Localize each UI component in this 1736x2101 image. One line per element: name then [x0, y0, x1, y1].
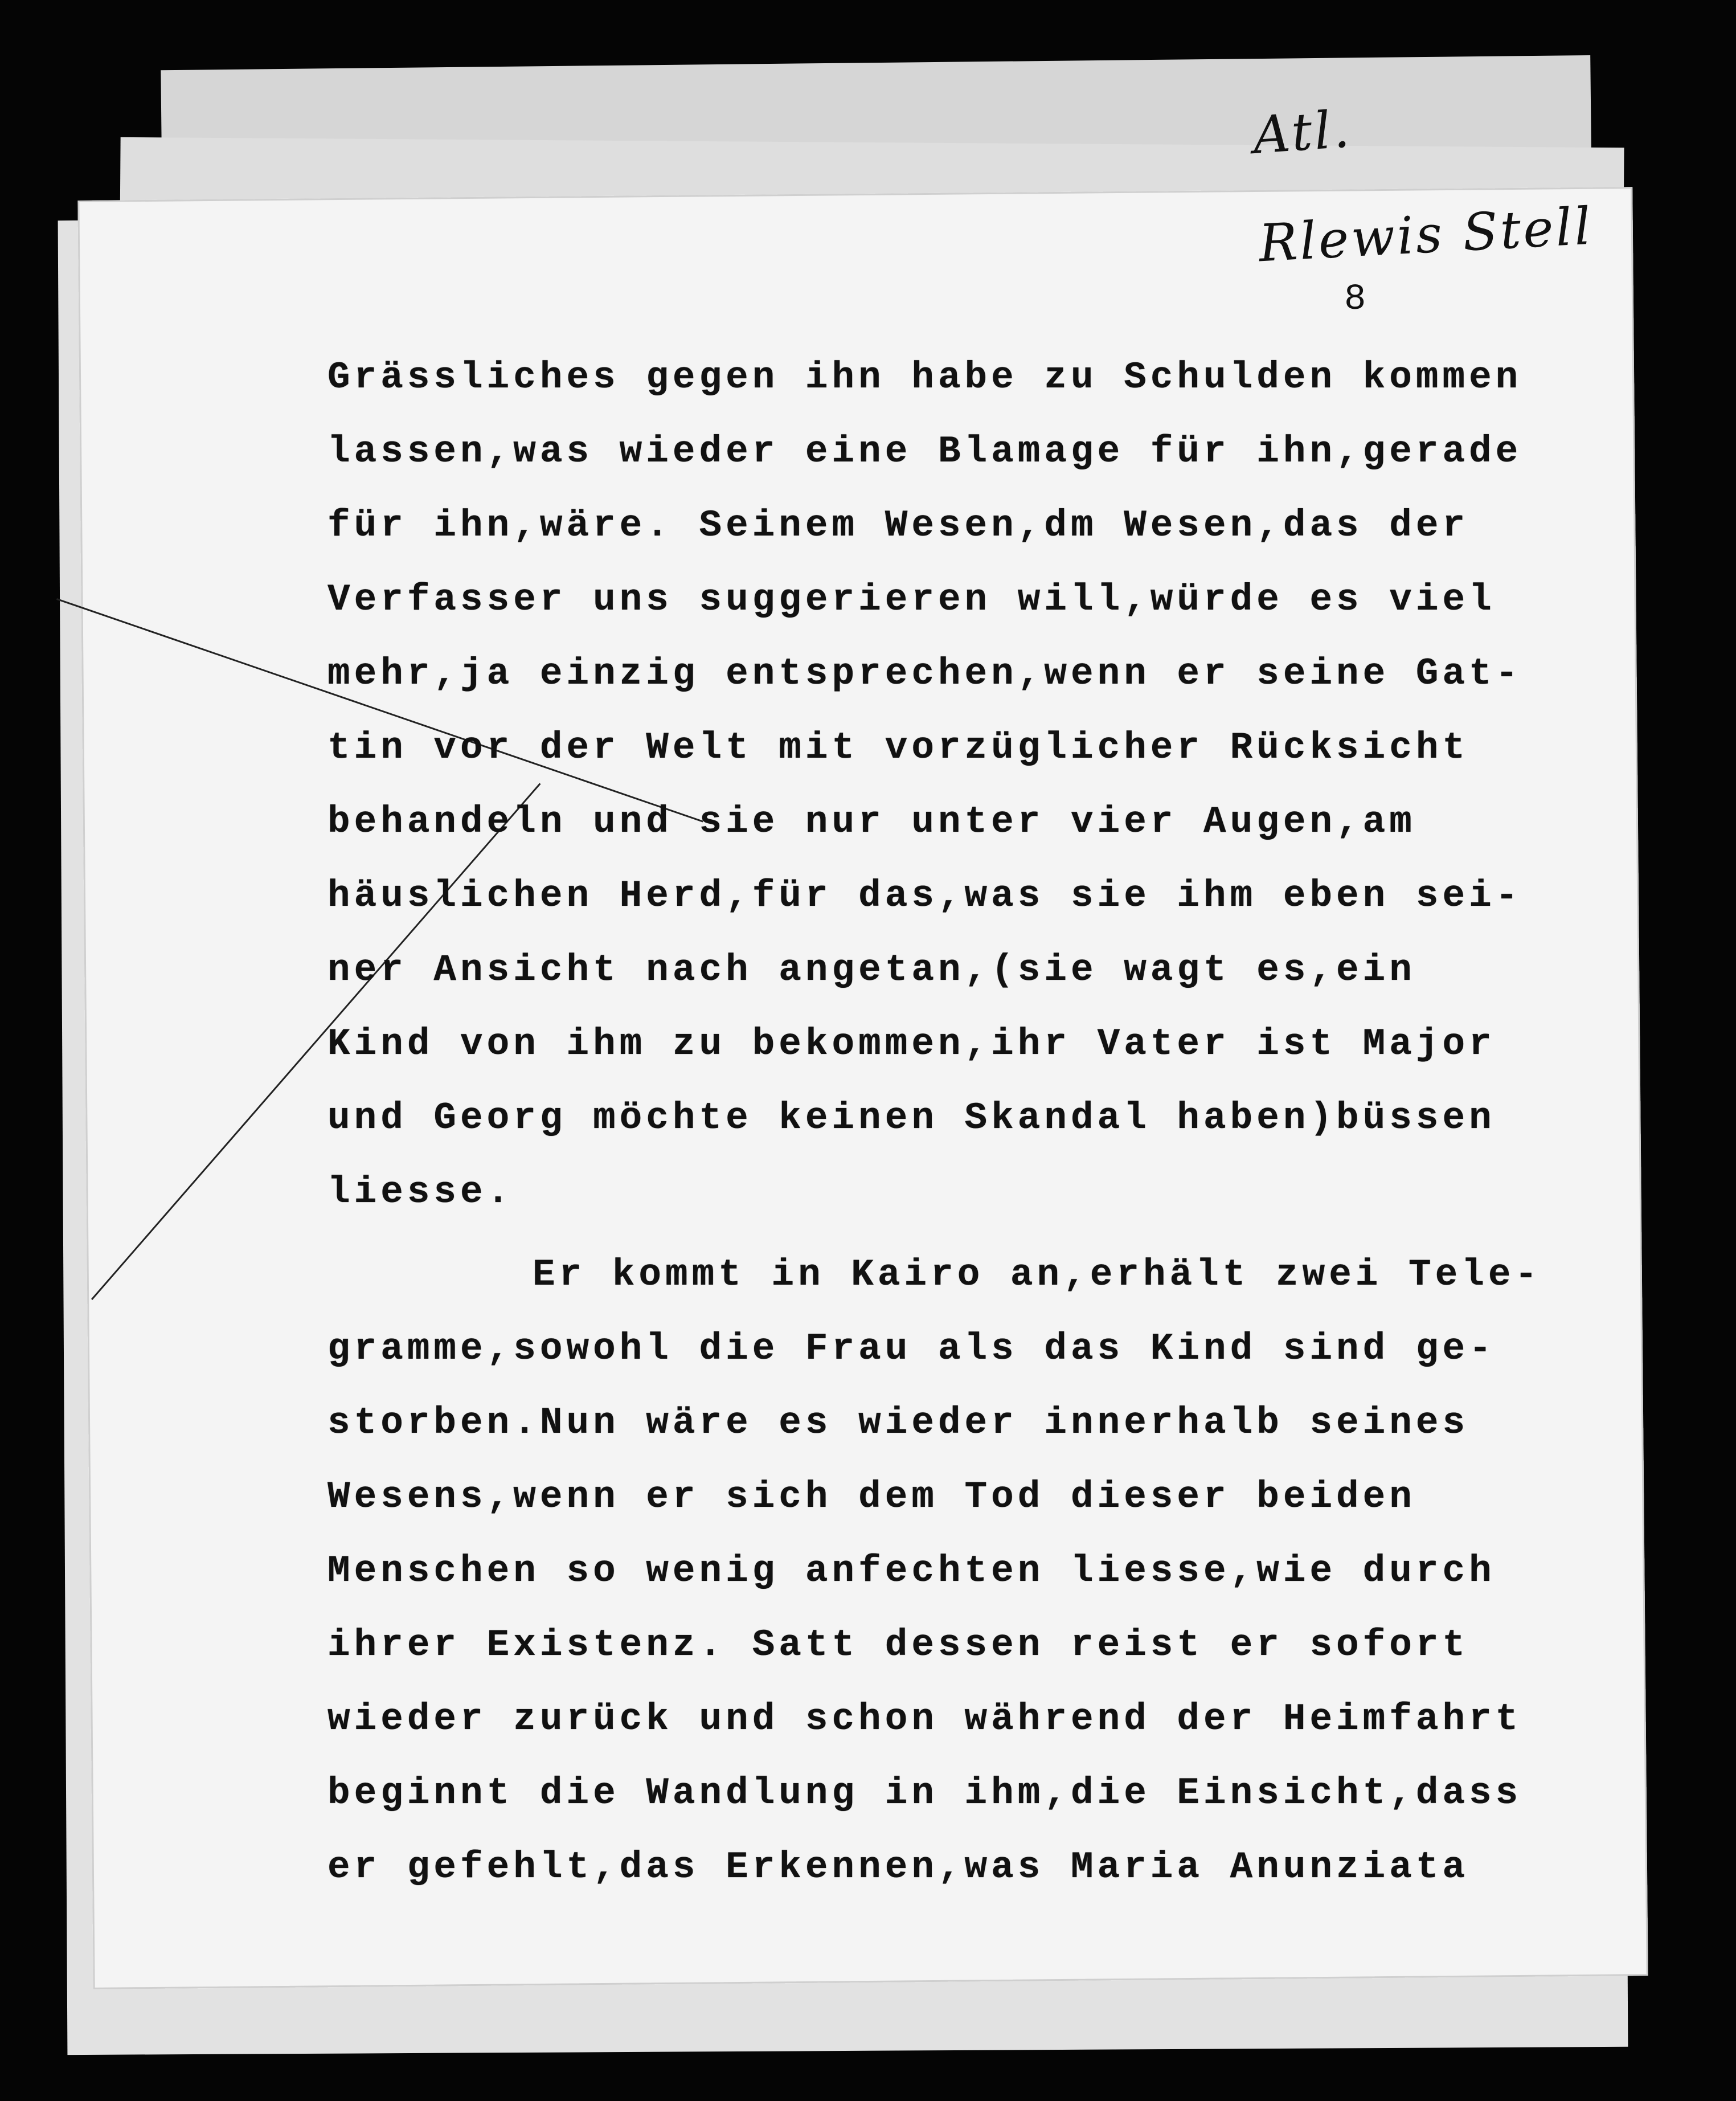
text-line: Verfasser uns suggerieren will,würde es viel — [327, 578, 1496, 621]
text-line: Menschen so wenig anfechten liesse,wie durch — [327, 1550, 1496, 1592]
text-line: lassen,was wieder eine Blamage für ihn,gerade — [327, 430, 1522, 473]
text-line: wieder zurück und schon während der Heimfahrt — [327, 1698, 1522, 1740]
text-line: für ihn,wäre. Seinem Wesen,dm Wesen,das der — [327, 504, 1469, 547]
page-number: 8 — [1344, 279, 1366, 320]
handwritten-annotation-signature: Rlewis Stell — [1257, 196, 1595, 274]
text-line: häuslichen Herd,für das,was sie ihm eben sei- — [327, 874, 1522, 917]
text-line: Kind von ihm zu bekommen,ihr Vater ist Major — [327, 1023, 1496, 1065]
text-line: liesse. — [327, 1171, 514, 1213]
text-line: und Georg möchte keinen Skandal haben)büssen — [327, 1097, 1496, 1139]
text-line: behandeln und sie nur unter vier Augen,am — [327, 800, 1416, 843]
text-line: storben.Nun wäre es wieder innerhalb seines — [327, 1401, 1469, 1444]
text-line: gramme,sowohl die Frau als das Kind sind ge- — [327, 1327, 1496, 1370]
text-line: ner Ansicht nach angetan,(sie wagt es,ein — [327, 949, 1416, 991]
text-line: Er kommt in Kairo an,erhält zwei Tele- — [533, 1253, 1542, 1296]
text-line: er gefehlt,das Erkennen,was Maria Anunziata — [327, 1846, 1469, 1889]
text-line: ihrer Existenz. Satt dessen reist er sofort — [327, 1624, 1469, 1666]
text-line: Wesens,wenn er sich dem Tod dieser beiden — [327, 1475, 1416, 1518]
text-line: beginnt die Wandlung in ihm,die Einsicht,dass — [327, 1772, 1522, 1814]
handwritten-annotation-top: Atl. — [1251, 99, 1354, 166]
text-line: tin vor der Welt mit vorzüglicher Rücksicht — [327, 726, 1469, 769]
text-line: Grässliches gegen ihn habe zu Schulden kommen — [327, 356, 1522, 399]
text-line: mehr,ja einzig entsprechen,wenn er seine Gat- — [327, 652, 1522, 695]
